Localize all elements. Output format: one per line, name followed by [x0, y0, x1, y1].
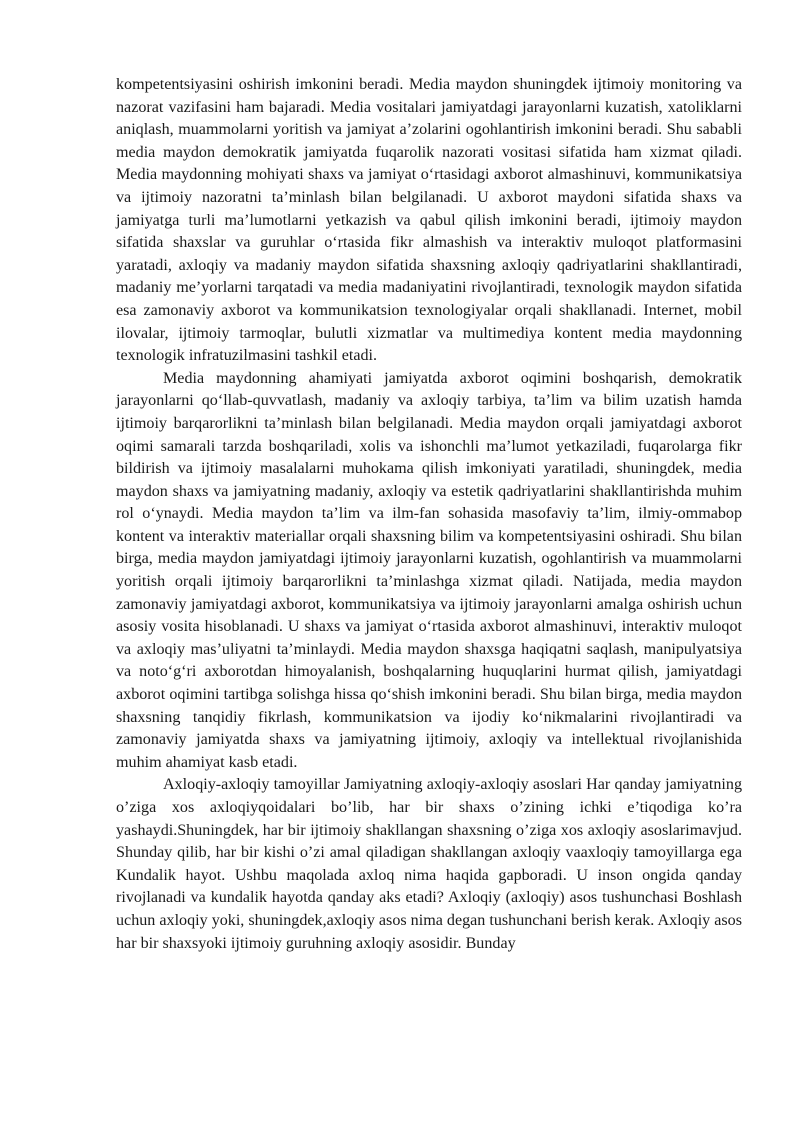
paragraph-media-field-essence: kompetentsiyasini oshirish imkonini beradi. Media maydon shuningdek ijtimoiy monitoring va nazorat vazifasini ham bajaradi. Media vositalari jamiyatdagi jarayonlarni kuzatish, xatoliklarni aniqlash, muammolarni yoritish va jamiyat a’zolarini ogohlantirish imkonini beradi. Shu sababli media maydon demokratik jamiyatda fuqarolik nazorati vositasi sifatida ham xizmat qiladi. Media maydonning mohiyati shaxs va jamiyat o‘rtasidagi axborot almashinuvi, kommunikatsiya va ijtimoiy nazoratni ta’minlash bilan belgilanadi. U axborot maydoni sifatida shaxs va jamiyatga turli ma’lumotlarni yetkazish va qabul qilish imkonini beradi, ijtimoiy maydon sifatida shaxslar va guruhlar o‘rtasida fikr almashish va interaktiv muloqot platformasini yaratadi, axloqiy va madaniy maydon sifatida shaxsning axloqiy qadriyatlarini shakllantiradi, madaniy me’yorlarni tarqatadi va media madaniyatini rivojlantiradi, texnologik maydon sifatida esa zamonaviy axborot va kommunikatsion texnologiyalar orqali shakllanadi. Internet, mobil ilovalar, ijtimoiy tarmoqlar, bulutli xizmatlar va multimediya kontent media maydonning texnologik infratuzilmasini tashkil etadi. [116, 76, 742, 365]
paragraph-moral-principles: Axloqiy-axloqiy tamoyillar Jamiyatning axloqiy-axloqiy asoslari Har qanday jamiyatning o’ziga xos axloqiyqoidalari bo’lib, har bir shaxs o’zining ichki e’tiqodiga ko’ra yashaydi.Shuningdek, har bir ijtimoiy shakllangan shaxsning o’ziga xos axloqiy asoslarimavjud. Shunday qilib, har bir kishi o’zi amal qiladigan shakllangan axloqiy vaaxloqiy tamoyillarga ega Kundalik hayot. Ushbu maqolada axloq nima haqida gapboradi. U inson ongida qanday rivojlanadi va kundalik hayotda qanday aks etadi? Axloqiy (axloqiy) asos tushunchasi Boshlash uchun axloqiy yoki, shuningdek,axloqiy asos nima degan tushunchani berish kerak. Axloqiy asos har bir shaxsyoki ijtimoiy guruhning axloqiy asosidir. Bunday [116, 776, 742, 952]
document-page [116, 74, 742, 955]
paragraph-media-field-importance: Media maydonning ahamiyati jamiyatda axborot oqimini boshqarish, demokratik jarayonlarni qo‘llab-quvvatlash, madaniy va axloqiy tarbiya, ta’lim va bilim uzatish hamda ijtimoiy barqarorlikni ta’minlash bilan belgilanadi. Media maydon orqali jamiyatdagi axborot oqimi samarali tarzda boshqariladi, xolis va ishonchli ma’lumot yetkaziladi, fuqarolarga fikr bildirish va ijtimoiy masalalarni muhokama qilish imkoniyati yaratiladi, shuningdek, media maydon shaxs va jamiyatning madaniy, axloqiy va estetik qadriyatlarini shakllantirishda muhim rol o‘ynaydi. Media maydon ta’lim va ilm-fan sohasida masofaviy ta’lim, ilmiy-ommabop kontent va interaktiv materiallar orqali shaxsning bilim va kompetentsiyasini oshiradi. Shu bilan birga, media maydon jamiyatdagi ijtimoiy jarayonlarni kuzatish, ogohlantirish va muammolarni yoritish orqali ijtimoiy barqarorlikni ta’minlashga xizmat qiladi. Natijada, media maydon zamonaviy jamiyatdagi axborot, kommunikatsiya va ijtimoiy jarayonlarni amalga oshirish uchun asosiy vosita hisoblanadi. U shaxs va jamiyat o‘rtasida axborot almashinuvi, interaktiv muloqot va axloqiy mas’uliyatni ta’minlaydi. Media maydon shaxsga haqiqatni saqlash, manipulyatsiya va noto‘g‘ri axborotdan himoyalanish, boshqalarning huquqlarini hurmat qilish, jamiyatdagi axborot oqimini tartibga solishga hissa qo‘shish imkonini beradi. Shu bilan birga, media maydon shaxsning tanqidiy fikrlash, kommunikatsion va ijodiy ko‘nikmalarini rivojlantiradi va zamonaviy jamiyatda shaxs va jamiyatning ijtimoiy, axloqiy va intellektual rivojlanishida muhim ahamiyat kasb etadi. [116, 369, 742, 771]
